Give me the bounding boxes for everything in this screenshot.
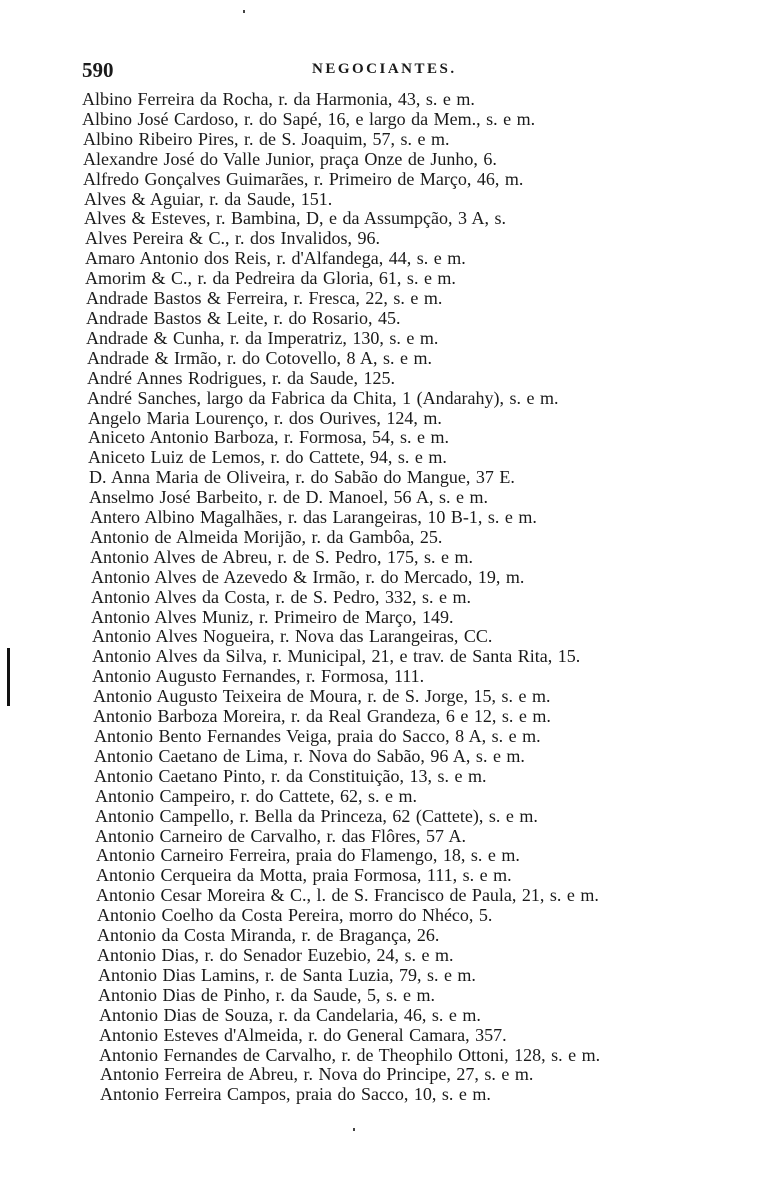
directory-entries <box>0 90 757 1105</box>
speck <box>243 10 245 13</box>
directory-entry: Andrade & Cunha, r. da Imperatriz, 130, s. e m. <box>86 327 439 348</box>
directory-entry: Antonio Alves Muniz, r. Primeiro de Março, 149. <box>91 606 454 627</box>
directory-entry: Aniceto Antonio Barboza, r. Formosa, 54, s. e m. <box>88 427 449 448</box>
directory-entry: Andrade & Irmão, r. do Cotovello, 8 A, s. e m. <box>87 347 432 368</box>
directory-entry: Antonio Campeiro, r. do Cattete, 62, s. e m. <box>95 785 417 806</box>
directory-entry: Albino Ribeiro Pires, r. de S. Joaquim, 57, s. e m. <box>83 128 450 149</box>
directory-entry: Antonio Campello, r. Bella da Princeza, 62 (Cattete), s. e m. <box>95 805 538 826</box>
directory-entry: Andrade Bastos & Leite, r. do Rosario, 45. <box>86 307 401 328</box>
directory-entry: Antonio Carneiro de Carvalho, r. das Flôres, 57 A. <box>95 825 466 846</box>
directory-entry: Amorim & C., r. da Pedreira da Gloria, 61, s. e m. <box>85 268 456 289</box>
directory-entry: Antonio Cerqueira da Motta, praia Formosa, 111, s. e m. <box>96 865 512 886</box>
directory-entry: Antonio Dias de Pinho, r. da Saude, 5, s. e m. <box>98 984 435 1005</box>
directory-entry: Antonio Dias de Souza, r. da Candelaria, 46, s. e m. <box>99 1004 481 1025</box>
directory-entry: Alves & Esteves, r. Bambina, D, e da Assumpção, 3 A, s. <box>84 208 506 229</box>
directory-entry: Antonio Dias, r. do Senador Euzebio, 24, s. e m. <box>97 944 454 965</box>
directory-entry: Alexandre José do Valle Junior, praça Onze de Junho, 6. <box>83 148 497 169</box>
directory-entry: Angelo Maria Lourenço, r. dos Ourives, 124, m. <box>88 407 442 428</box>
directory-entry: Antonio Caetano Pinto, r. da Constituição, 13, s. e m. <box>94 765 487 786</box>
directory-entry: Antonio Augusto Fernandes, r. Formosa, 111. <box>92 666 425 687</box>
directory-entry: Antonio de Almeida Morijão, r. da Gambôa, 25. <box>90 526 443 547</box>
directory-entry: Amaro Antonio dos Reis, r. d'Alfandega, 44, s. e m. <box>85 248 466 269</box>
margin-mark <box>7 648 10 706</box>
speck <box>353 1128 355 1131</box>
directory-entry: Antonio Esteves d'Almeida, r. do General Camara, 357. <box>99 1024 507 1045</box>
directory-entry: Antonio Bento Fernandes Veiga, praia do Sacco, 8 A, s. e m. <box>94 726 541 746</box>
directory-entry: Antonio Ferreira de Abreu, r. Nova do Principe, 27, s. e m. <box>100 1064 534 1085</box>
directory-entry: Aniceto Luiz de Lemos, r. do Cattete, 94, s. e m. <box>88 447 447 468</box>
directory-entry: Antonio Alves da Costa, r. de S. Pedro, 332, s. e m. <box>91 586 471 607</box>
directory-entry: Antonio Fernandes de Carvalho, r. de Theophilo Ottoni, 128, s. e m. <box>99 1044 601 1065</box>
directory-entry: Albino José Cardoso, r. do Sapé, 16, e largo da Mem., s. e m. <box>82 108 536 129</box>
directory-entry: Anselmo José Barbeito, r. de D. Manoel, 56 A, s. e m. <box>89 487 488 508</box>
directory-entry: André Sanches, largo da Fabrica da Chita, 1 (Andarahy), s. e m. <box>87 387 559 408</box>
directory-entry: Andrade Bastos & Ferreira, r. Fresca, 22, s. e m. <box>86 288 443 309</box>
directory-entry: Antonio da Costa Miranda, r. de Bragança, 26. <box>97 925 440 946</box>
directory-entry: Antonio Alves Nogueira, r. Nova das Larangeiras, CC. <box>92 626 493 647</box>
running-head: NEGOCIANTES. <box>312 61 457 77</box>
directory-entry: Antero Albino Magalhães, r. das Larangeiras, 10 B-1, s. e m. <box>90 507 537 528</box>
directory-entry: D. Anna Maria de Oliveira, r. do Sabão do Mangue, 37 E. <box>89 467 515 488</box>
directory-entry: André Annes Rodrigues, r. da Saude, 125. <box>87 367 395 388</box>
directory-entry: Antonio Alves da Silva, r. Municipal, 21, e trav. de Santa Rita, 15. <box>92 646 581 667</box>
directory-entry: Antonio Alves de Azevedo & Irmão, r. do Mercado, 19, m. <box>91 566 525 587</box>
page-number: 590 <box>82 58 114 82</box>
directory-entry: Alves & Aguiar, r. da Saude, 151. <box>84 188 333 209</box>
directory-entry: Antonio Ferreira Campos, praia do Sacco, 10, s. e m. <box>100 1084 491 1105</box>
directory-entry: Antonio Carneiro Ferreira, praia do Flamengo, 18, s. e m. <box>96 845 520 866</box>
directory-entry: Antonio Dias Lamins, r. de Santa Luzia, 79, s. e m. <box>98 964 476 985</box>
directory-entry: Antonio Caetano de Lima, r. Nova do Sabão, 96 A, s. e m. <box>94 745 525 766</box>
directory-entry: Antonio Cesar Moreira & C., l. de S. Francisco de Paula, 21, s. e m. <box>96 885 599 906</box>
directory-entry: Antonio Augusto Teixeira de Moura, r. de S. Jorge, 15, s. e m. <box>93 686 551 707</box>
directory-entry: Albino Ferreira da Rocha, r. da Harmonia, 43, s. e m. <box>82 89 475 109</box>
directory-entry: Antonio Alves de Abreu, r. de S. Pedro, 175, s. e m. <box>90 546 473 567</box>
directory-entry: Alves Pereira & C., r. dos Invalidos, 96. <box>85 228 380 249</box>
directory-entry: Alfredo Gonçalves Guimarães, r. Primeiro de Março, 46, m. <box>83 168 524 189</box>
directory-entry: Antonio Coelho da Costa Pereira, morro do Nhéco, 5. <box>97 905 493 926</box>
directory-entry: Antonio Barboza Moreira, r. da Real Grandeza, 6 e 12, s. e m. <box>93 706 551 727</box>
